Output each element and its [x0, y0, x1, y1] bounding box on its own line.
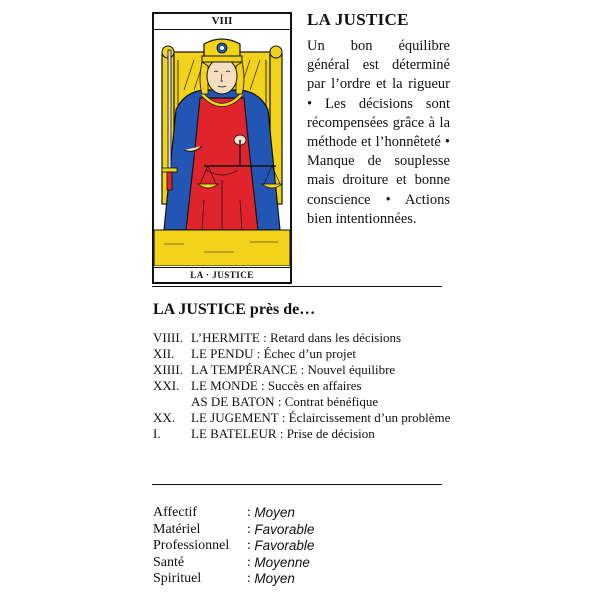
divider — [152, 484, 442, 485]
list-item: XX. LE JUGEMENT : Éclaircissement d’un problème — [153, 410, 451, 425]
item-card: LE BATELEUR — [191, 426, 277, 441]
list-item: AS DE BATON : Contrat bénéfique — [153, 394, 453, 410]
item-card: L’HERMITE — [191, 330, 260, 345]
rating-value: Moyenne — [254, 554, 310, 570]
item-meaning: Succès en affaires — [267, 378, 362, 393]
rating-row: Santé : Moyenne — [153, 554, 310, 570]
item-meaning: Nouvel équilibre — [307, 362, 396, 377]
rating-label: Santé — [153, 554, 185, 570]
rating-label: Professionnel — [153, 538, 230, 553]
rating-label: Matériel — [153, 521, 201, 537]
rating-value: Favorable — [254, 521, 315, 537]
item-numeral: VIIII. — [153, 330, 183, 345]
rating-row: Professionnel : Favorable — [153, 538, 315, 553]
rating-value: Moyen — [254, 505, 295, 520]
item-numeral: XII. — [153, 346, 175, 361]
divider — [152, 286, 442, 287]
justice-card-illustration — [154, 30, 290, 266]
card-number: VIII — [154, 14, 290, 30]
item-meaning: Échec d’un projet — [263, 346, 356, 361]
item-meaning: Retard dans les décisions — [269, 330, 402, 345]
list-item: XXI. LE MONDE : Succès en affaires — [153, 378, 362, 393]
item-card: LE JUGEMENT — [191, 410, 279, 425]
item-meaning: Contrat bénéfique — [284, 394, 379, 409]
item-numeral: I. — [153, 426, 161, 441]
list-item: XII. LE PENDU : Échec d’un projet — [153, 346, 356, 361]
rating-value: Moyen — [254, 571, 295, 586]
combination-list — [153, 330, 453, 442]
list-item: I. LE BATELEUR : Prise de décision — [153, 426, 375, 441]
item-meaning: Éclaircissement d’un problème — [288, 410, 451, 425]
item-numeral: XXI. — [153, 378, 180, 393]
item-meaning: Prise de décision — [286, 426, 375, 441]
rating-row: Spirituel : Moyen — [153, 571, 295, 586]
card-name-label: LA · JUSTICE — [154, 267, 290, 282]
item-card: LE MONDE — [191, 378, 258, 393]
item-card: AS DE BATON — [191, 394, 275, 409]
card-description: Un bon équilibre général est déterminé par l’ordre et la rigueur • Les décisions sont récompensées grâce à la méthode et l’honnêteté • Manque de souplesse mais droiture et bonne conscience • Actions bien intentionnées. — [307, 38, 450, 227]
rating-value: Favorable — [254, 538, 315, 553]
rating-row: Affectif : Moyen — [153, 505, 295, 520]
rating-row: Matériel : Favorable — [153, 521, 315, 537]
rating-label: Affectif — [153, 505, 198, 520]
item-numeral: XIIII. — [153, 362, 183, 377]
rating-label: Spirituel — [153, 571, 202, 586]
list-item: VIIII. L’HERMITE : Retard dans les décisions — [153, 330, 402, 345]
item-numeral — [153, 394, 191, 410]
item-card: LE PENDU — [191, 346, 254, 361]
ratings-list — [153, 505, 314, 588]
section-heading: LA JUSTICE près de… — [153, 301, 316, 318]
list-item: XIIII. LA TEMPÉRANCE : Nouvel équilibre — [153, 362, 396, 377]
tarot-card — [152, 12, 292, 284]
item-numeral: XX. — [153, 410, 176, 425]
item-card: LA TEMPÉRANCE — [191, 362, 298, 377]
card-title: LA JUSTICE — [307, 10, 409, 29]
